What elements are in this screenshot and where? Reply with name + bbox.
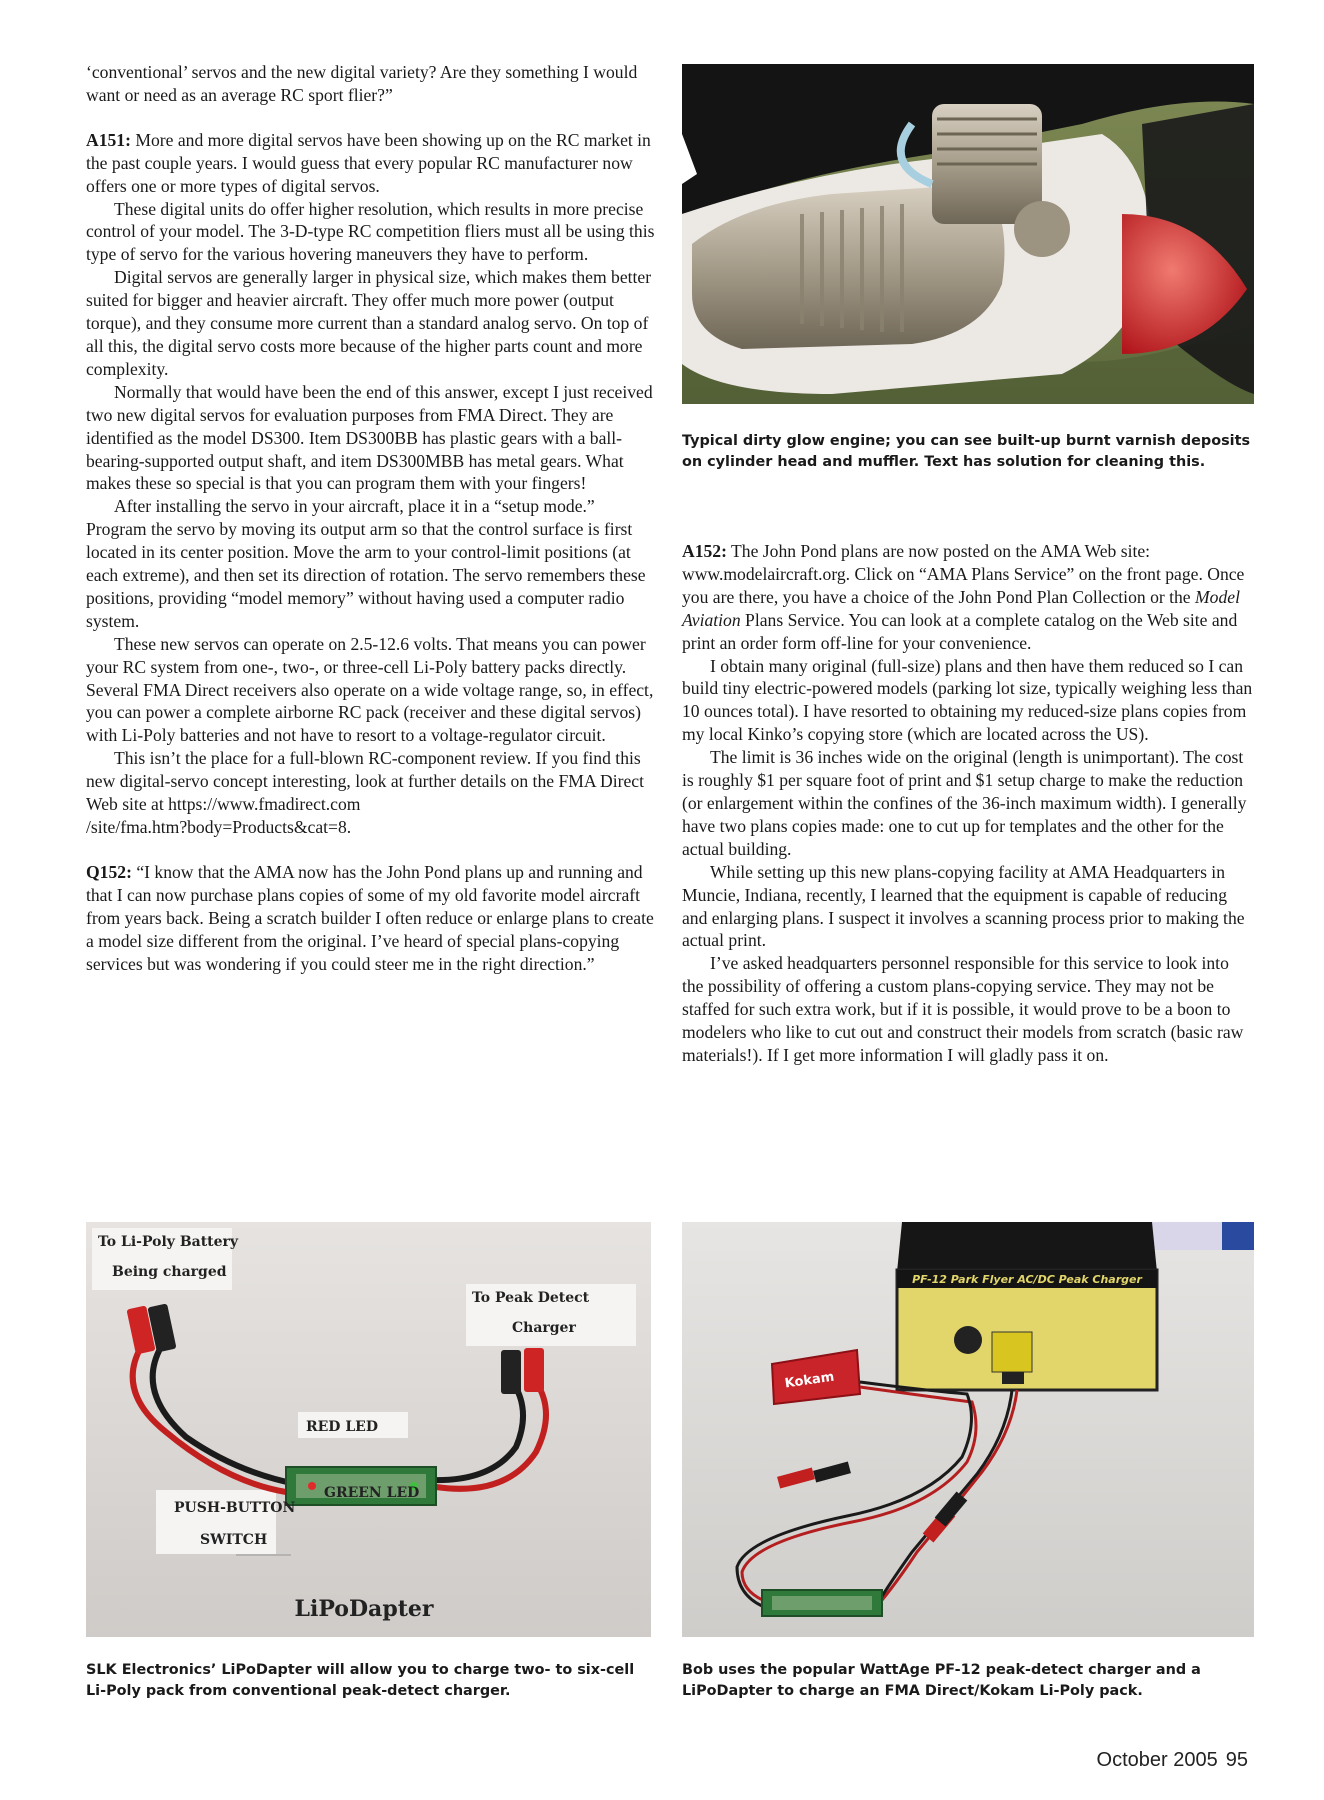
product-name-label: LiPoDapter [294, 1596, 434, 1622]
answer-151 [86, 129, 657, 198]
paragraph: I obtain many original (full-size) plans and then have them reduced so I can build tiny electric-powered models (parking lot size, typically weighing less than 10 ounces total). I have resorted to obtaining my reduced-size plans copies from my local Kinko’s copying store (which are located across the US). [682, 655, 1253, 745]
charger-caption: Bob uses the popular WattAge PF-12 peak-detect charger and a LiPoDapter to charge an FMA Direct/Kokam Li-Poly pack. [682, 1662, 1201, 1699]
charger-label-line1: To Peak Detect [472, 1290, 590, 1306]
magazine-title: Model Aviation [682, 586, 1240, 630]
paragraph: The limit is 36 inches wide on the original (length is unimportant). The cost is roughly $1 per square foot of print and $1 setup charge to make the reduction (or enlargement within the confines of the 36-inch maximum width). I generally have two plans copies made: one to cut up for templates and the other for the actual building. [682, 747, 1247, 859]
charger-photo [682, 1222, 1254, 1637]
paragraph: Normally that would have been the end of this answer, except I just received two new digital servos for evaluation purposes from FMA Direct. They are identified as the model DS300. Item DS300BB has plastic gears with a ball-bearing-supported output shaft, and item DS300MBB has metal gears. What makes these so special is that you can program them with your fingers! [86, 381, 653, 494]
question-152-text: “I know that the AMA now has the John Pond plans up and running and that I can now purchase plans copies of some of my old favorite model aircraft from years back. Being a scratch builder I often reduce or enlarge plans to create a model size different from the original. I’ve heard of special plans-copying services but was wondering if you could steer me in the right direction.” [86, 861, 654, 974]
answer-152-text-end: Plans Service. You can look at a complete catalog on the Web site and print an order form off-line for your convenience. [682, 609, 1238, 653]
question-151-ending: ‘conventional’ servos and the new digital variety? Are they something I would want or need as an average RC sport flier?” [86, 62, 638, 105]
answer-152-text: The John Pond plans are now posted on the AMA Web site: www.modelaircraft.org. Click on “AMA Plans Service” on the front page. Once you are there, you have a choice of the John Pond Plan Collection or the [682, 541, 1245, 607]
engine-caption: Typical dirty glow engine; you can see built-up burnt varnish deposits on cylinder head and muffler. Text has solution for cleaning this. [682, 433, 1251, 470]
push-button-label-line2: SWITCH [200, 1532, 268, 1548]
paragraph: After installing the servo in your aircraft, place it in a “setup mode.” Program the servo by moving its output arm so that the control surface is first located in its center position. Move the arm to your control-limit positions (at each extreme), and then set its direction of rotation. The servo remembers these positions, providing “model memory” without having used a computer radio system. [86, 496, 646, 631]
paragraph-fma-url [86, 747, 657, 839]
engine-illustration [682, 64, 1254, 404]
answer-152-label: A152: [682, 541, 727, 561]
issue-date: October 2005 [1096, 1749, 1218, 1771]
answer-152 [682, 540, 1254, 655]
push-button-label-line1: PUSH-BUTTON [174, 1500, 296, 1516]
lipodapter-illustration [86, 1222, 651, 1637]
battery-label-line2: Being charged [112, 1264, 227, 1280]
right-text-column [682, 540, 1254, 1067]
paragraph: These digital units do offer higher resolution, which results in more precise control of your model. The 3-D-type RC competition fliers must all be using this type of servo for the various hovering maneuvers they have to perform. [86, 198, 655, 265]
paragraph-text: This isn’t the place for a full-blown RC-component review. If you find this new digital-servo concept interesting, look at further details on the FMA Direct Web site at https://www.fmadirect.com [86, 748, 644, 815]
fma-url-path: /site/fma.htm?body=Products&cat=8. [86, 817, 352, 837]
answer-151-text: More and more digital servos have been showing up on the RC market in the past couple years. I would guess that every popular RC manufacturer now offers one or more types of digital servos. [86, 129, 651, 196]
question-152 [86, 861, 657, 976]
page-footer [1089, 1749, 1248, 1772]
red-led-label: RED LED [306, 1419, 378, 1435]
page-number: 95 [1225, 1749, 1248, 1771]
paragraph: While setting up this new plans-copying facility at AMA Headquarters in Muncie, Indiana, recently, I learned that the equipment is capable of reducing and enlarging plans. I suspect it involves a scanning process prior to making the actual print. [682, 861, 1245, 951]
paragraph: These new servos can operate on 2.5-12.6 volts. That means you can power your RC system from one-, two-, or three-cell Li-Poly battery packs directly. Several FMA Direct receivers also operate on a wide voltage range, so, in effect, you can power a complete airborne RC pack (receiver and these digital servos) with Li-Poly batteries and not have to resort to a voltage-regulator circuit. [86, 633, 654, 746]
lipodapter-caption: SLK Electronics’ LiPoDapter will allow you to charge two- to six-cell Li-Poly pack from conventional peak-detect charger. [86, 1662, 635, 1699]
left-text-column [86, 61, 657, 975]
lipodapter-photo [86, 1222, 651, 1637]
paragraph: Digital servos are generally larger in physical size, which makes them better suited for bigger and heavier aircraft. They offer much more power (output torque), and they consume more current than a standard analog servo. On top of all this, the digital servo costs more because of the higher parts count and more complexity. [86, 267, 652, 379]
charger-label-line2: Charger [512, 1320, 576, 1336]
question-152-label: Q152: [86, 861, 132, 882]
answer-151-label: A151: [86, 129, 131, 150]
battery-brand-label: Kokam [783, 1369, 836, 1392]
engine-photo [682, 64, 1254, 404]
paragraph: I’ve asked headquarters personnel responsible for this service to look into the possibility of offering a custom plans-copying service. They may not be staffed for such extra work, but if it is possible, it would prove to be a boon to modelers who like to cut out and construct their models from scratch (basic raw materials!). If I get more information I will gladly pass it on. [682, 953, 1244, 1065]
charger-illustration [682, 1222, 1254, 1637]
charger-panel-label: PF-12 Park Flyer AC/DC Peak Charger [912, 1273, 1142, 1286]
green-led-label: GREEN LED [324, 1485, 420, 1501]
battery-label-line1: To Li-Poly Battery [98, 1234, 239, 1250]
